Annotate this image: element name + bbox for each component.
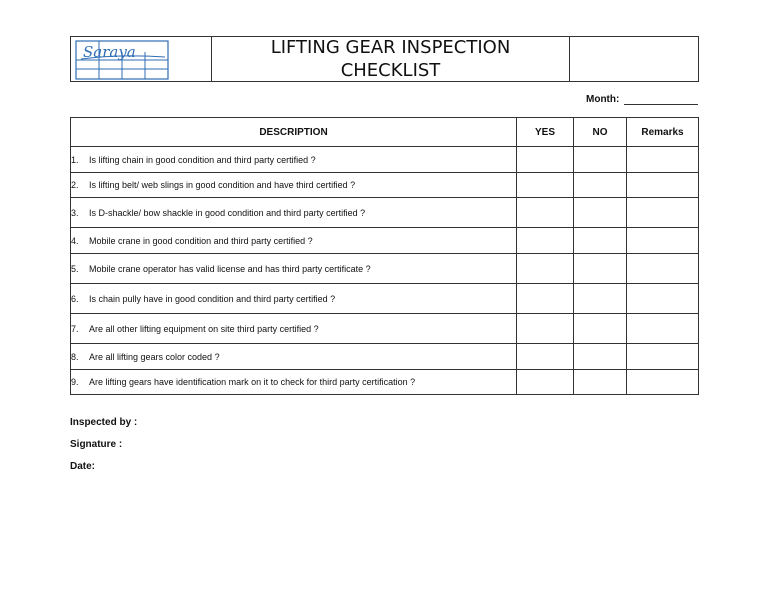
row-number: 1.	[71, 154, 79, 165]
remarks-cell[interactable]	[627, 370, 699, 395]
no-cell[interactable]	[574, 344, 627, 370]
row-description	[71, 198, 517, 228]
row-number: 2.	[71, 180, 79, 190]
table-row	[71, 284, 699, 314]
row-text: Mobile crane in good condition and third party certified ?	[89, 235, 313, 246]
row-text: Is lifting chain in good condition and third party certified ?	[89, 154, 316, 165]
document-header	[70, 36, 699, 82]
table-header-row	[71, 118, 699, 147]
column-header-no: NO	[574, 118, 627, 147]
no-cell[interactable]	[574, 173, 627, 198]
row-description	[71, 344, 517, 370]
remarks-cell[interactable]	[627, 284, 699, 314]
no-cell[interactable]	[574, 147, 627, 173]
checklist-table	[70, 117, 699, 395]
logo-cell	[71, 37, 212, 81]
inspected-by-label: Inspected by :	[70, 417, 138, 428]
month-label: Month:	[586, 94, 620, 105]
row-description	[71, 370, 517, 395]
yes-cell[interactable]	[517, 173, 574, 198]
row-text: Is D-shackle/ bow shackle in good condition and third party certified ?	[89, 207, 366, 218]
row-text: Is lifting belt/ web slings in good condition and have third certified ?	[89, 180, 356, 190]
yes-cell[interactable]	[517, 254, 574, 284]
row-description	[71, 254, 517, 284]
header-blank-cell	[570, 37, 698, 81]
no-cell[interactable]	[574, 198, 627, 228]
row-number: 6.	[71, 293, 79, 304]
table-row	[71, 228, 699, 254]
remarks-cell[interactable]	[627, 254, 699, 284]
column-header-remarks: Remarks	[627, 118, 699, 147]
no-cell[interactable]	[574, 314, 627, 344]
row-number: 9.	[71, 377, 79, 387]
no-cell[interactable]	[574, 370, 627, 395]
yes-cell[interactable]	[517, 284, 574, 314]
company-logo	[75, 40, 169, 80]
yes-cell[interactable]	[517, 147, 574, 173]
yes-cell[interactable]	[517, 314, 574, 344]
column-header-yes: YES	[517, 118, 574, 147]
month-field[interactable]	[624, 104, 698, 105]
row-text: Is chain pully have in good condition and third party certified ?	[89, 293, 336, 304]
title-line-2: CHECKLIST	[340, 60, 441, 81]
yes-cell[interactable]	[517, 228, 574, 254]
row-description	[71, 314, 517, 344]
yes-cell[interactable]	[517, 344, 574, 370]
row-text: Mobile crane operator has valid license and has third party certificate ?	[89, 263, 371, 274]
row-number: 7.	[71, 323, 79, 334]
row-description	[71, 284, 517, 314]
remarks-cell[interactable]	[627, 147, 699, 173]
row-number: 3.	[71, 207, 79, 218]
no-cell[interactable]	[574, 284, 627, 314]
date-label: Date:	[70, 461, 96, 472]
remarks-cell[interactable]	[627, 314, 699, 344]
table-row	[71, 198, 699, 228]
no-cell[interactable]	[574, 254, 627, 284]
title-line-1: LIFTING GEAR INSPECTION	[270, 37, 511, 58]
signature-label: Signature :	[70, 439, 123, 450]
column-header-description: DESCRIPTION	[71, 118, 517, 147]
title-cell	[212, 37, 570, 81]
table-row	[71, 314, 699, 344]
table-row	[71, 173, 699, 198]
remarks-cell[interactable]	[627, 228, 699, 254]
svg-text:Saraya: Saraya	[83, 43, 136, 61]
row-text: Are all other lifting equipment on site third party certified ?	[89, 323, 319, 334]
row-text: Are all lifting gears color coded ?	[89, 351, 220, 362]
remarks-cell[interactable]	[627, 344, 699, 370]
row-number: 8.	[71, 351, 79, 362]
remarks-cell[interactable]	[627, 198, 699, 228]
row-text: Are lifting gears have identification mark on it to check for third party certification ?	[89, 377, 416, 387]
row-description	[71, 228, 517, 254]
row-description	[71, 147, 517, 173]
row-description	[71, 173, 517, 198]
remarks-cell[interactable]	[627, 173, 699, 198]
table-row	[71, 370, 699, 395]
row-number: 5.	[71, 263, 79, 274]
row-number: 4.	[71, 235, 79, 246]
table-row	[71, 344, 699, 370]
table-row	[71, 147, 699, 173]
no-cell[interactable]	[574, 228, 627, 254]
yes-cell[interactable]	[517, 370, 574, 395]
yes-cell[interactable]	[517, 198, 574, 228]
table-row	[71, 254, 699, 284]
